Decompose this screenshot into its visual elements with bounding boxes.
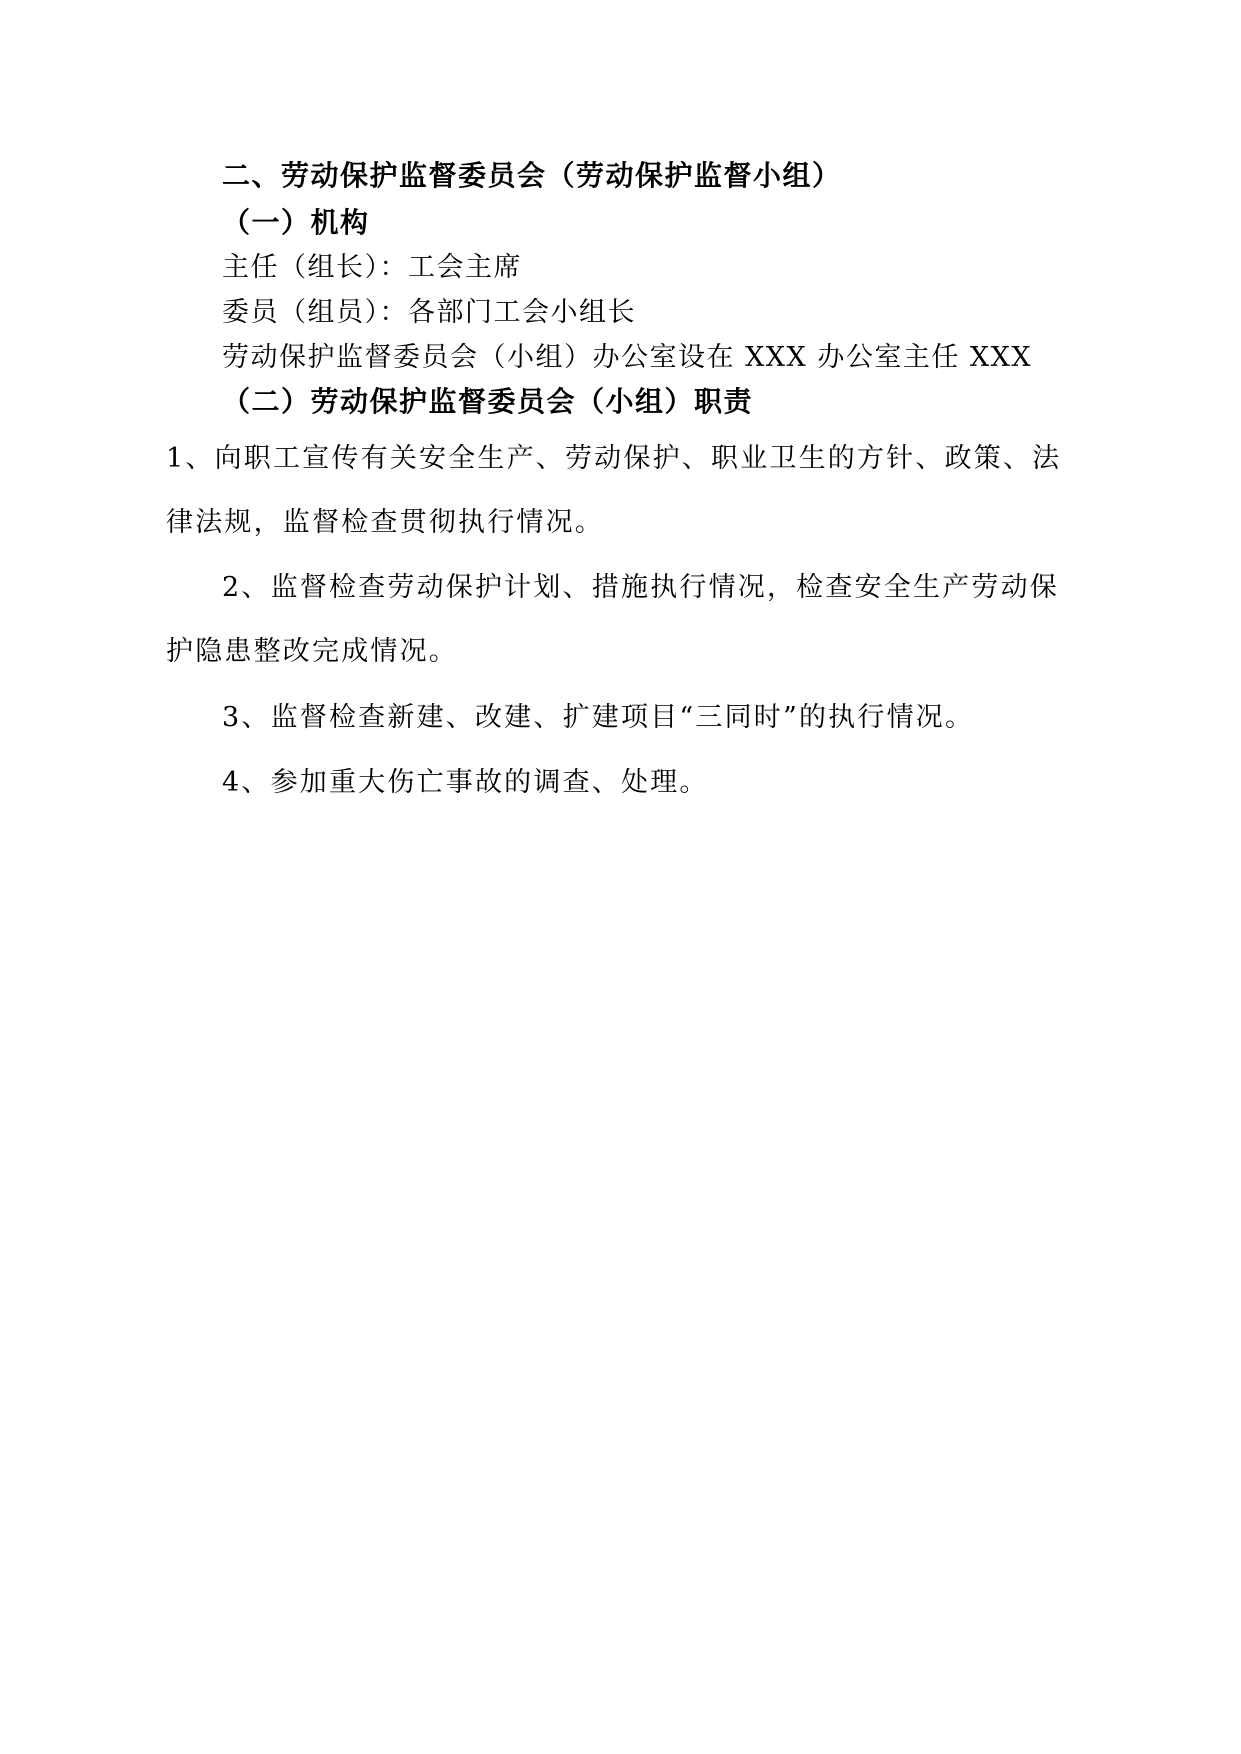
duty-item-4: 4、参加重大伤亡事故的调查、处理。 xyxy=(222,767,709,798)
organization-office: 劳动保护监督委员会（小组）办公室设在 XXX 办公室主任 XXX xyxy=(222,342,1033,373)
organization-members: 委员（组员）：各部门工会小组长 xyxy=(222,297,636,328)
main-heading: 二、劳动保护监督委员会（劳动保护监督小组） xyxy=(222,159,842,192)
organization-director: 主任（组长）：工会主席 xyxy=(222,252,522,283)
duty-item-1: 1、向职工宣传有关安全生产、劳动保护、职业卫生的方针、政策、法律法规，监督检查贯彻执行情况。 xyxy=(166,443,1062,538)
section-heading-duties: （二）劳动保护监督委员会（小组）职责 xyxy=(222,385,754,418)
duty-item-3: 3、监督检查新建、改建、扩建项目“三同时”的执行情况。 xyxy=(222,702,975,733)
section-heading-organization: （一）机构 xyxy=(222,206,370,239)
duty-item-2: 2、监督检查劳动保护计划、措施执行情况，检查安全生产劳动保护隐患整改完成情况。 xyxy=(166,572,1059,667)
